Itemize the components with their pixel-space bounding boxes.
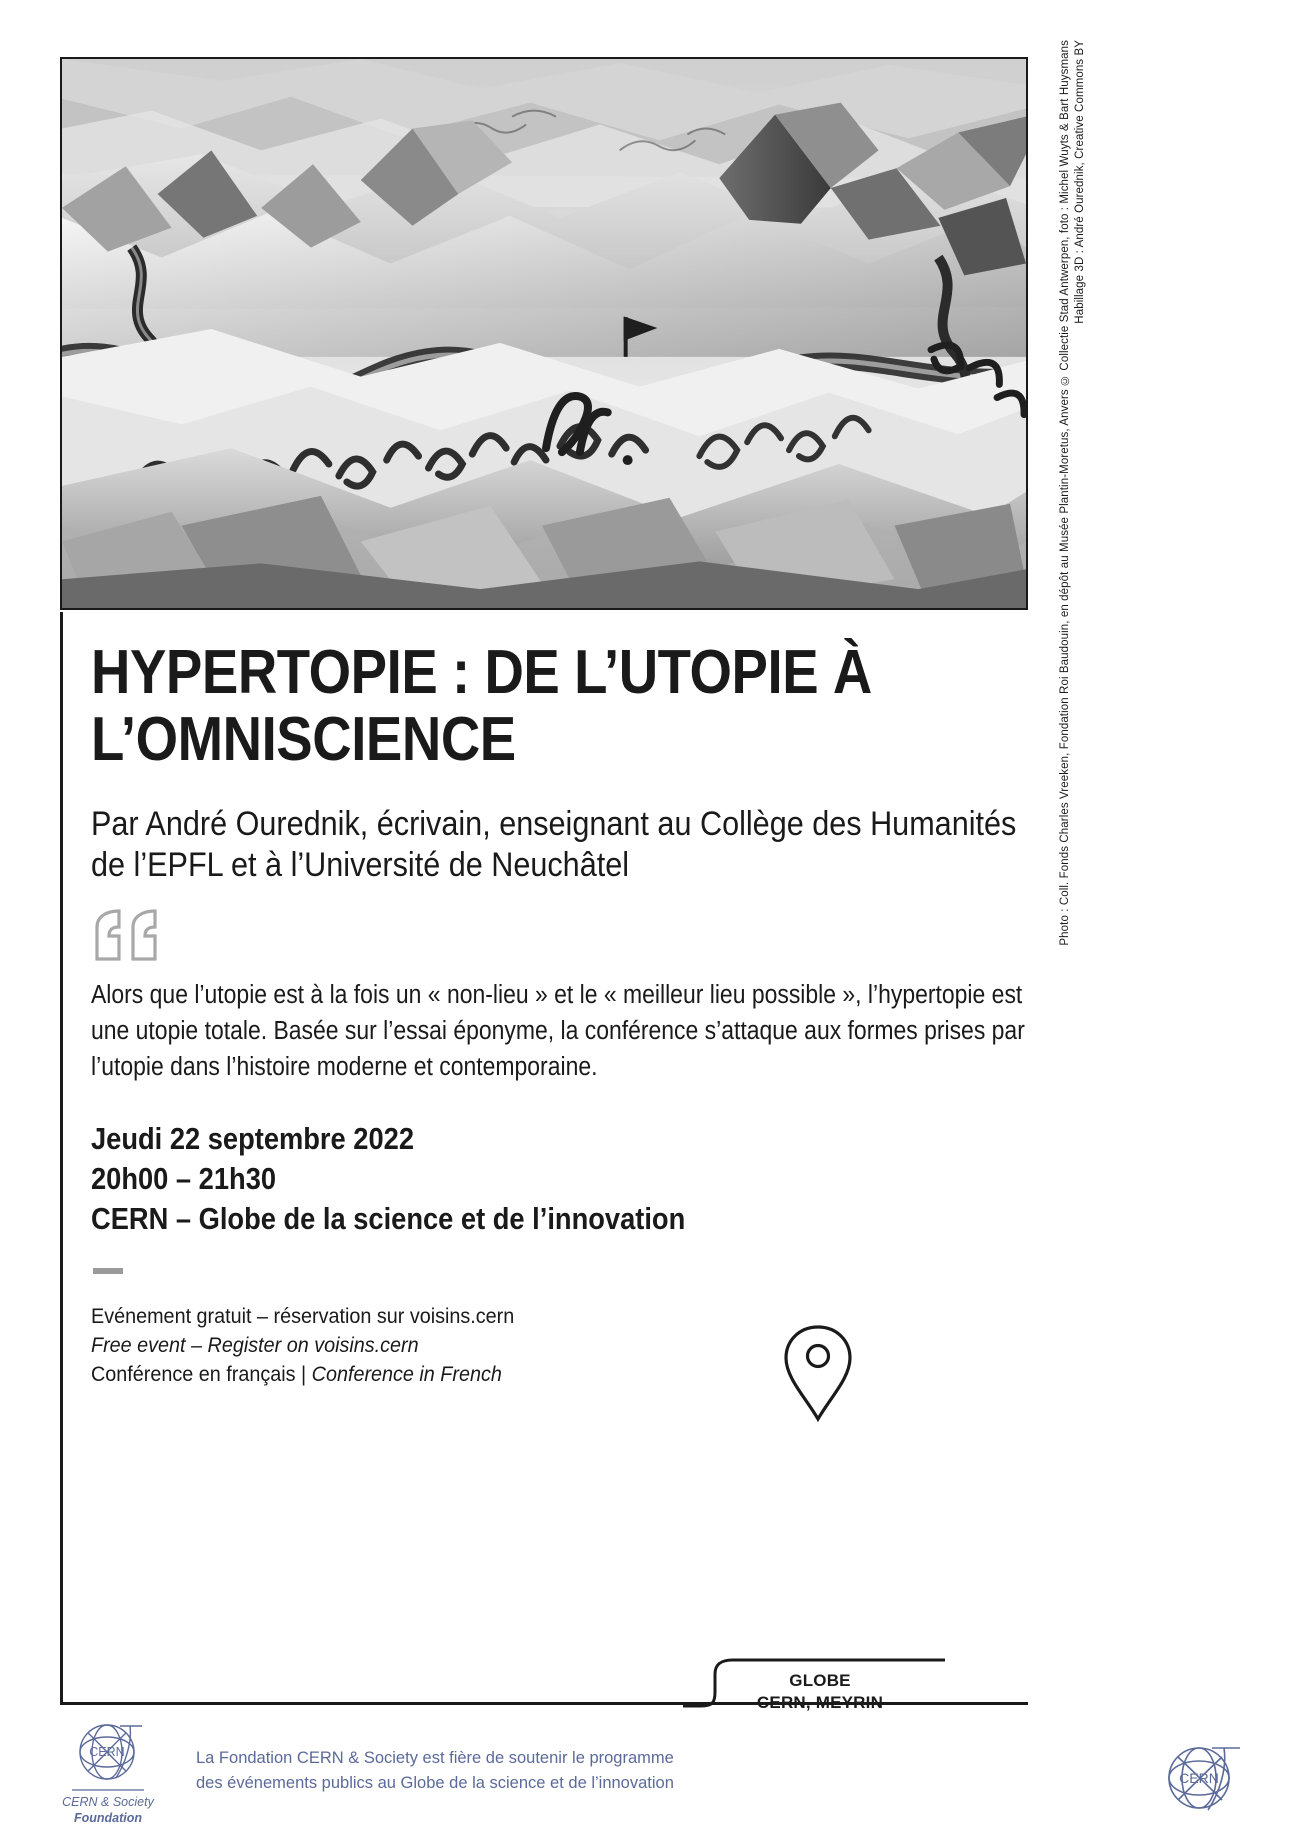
pin-label bbox=[700, 1670, 940, 1714]
foundation-logo-wordmark: CERN bbox=[89, 1745, 125, 1759]
map-pin-icon bbox=[782, 1324, 854, 1422]
info-line-language bbox=[91, 1360, 1029, 1389]
event-time: 20h00 – 21h30 bbox=[91, 1161, 277, 1197]
registration-info bbox=[91, 1302, 1029, 1388]
event-details bbox=[91, 1119, 1024, 1238]
content-column bbox=[60, 612, 1028, 1705]
speaker-subtitle: Par André Ourednik, écrivain, enseignant au Collège des Humanités de l’EPFL et à l’Université de Neuchâtel bbox=[91, 804, 1017, 885]
photo-credit-line-2: Habillage 3D : André Ourednik, Creative Commons BY bbox=[1074, 40, 1086, 324]
pin-label-name: GLOBE bbox=[789, 1671, 851, 1690]
section-divider bbox=[93, 1268, 123, 1274]
terrain-map-illustration bbox=[62, 59, 1026, 608]
foundation-name-line-1: CERN & Society bbox=[62, 1795, 154, 1809]
cern-logo-icon bbox=[1150, 1734, 1250, 1830]
support-line-2: des événements publics au Globe de la science et de l’innovation bbox=[196, 1773, 674, 1792]
support-line-1: La Fondation CERN & Society est fière de soutenir le programme bbox=[196, 1749, 674, 1767]
photo-credit bbox=[1058, 40, 1098, 946]
info-language-fr: Conférence en français bbox=[91, 1361, 296, 1386]
abstract-text: Alors que l’utopie est à la fois un « non-lieu » et le « meilleur lieu possible », l’hypertopie est une utopie totale. Basée sur l’essai éponyme, la conférence s’attaque aux formes prises par l’utopie dans l’histoire moderne et contemporaine. bbox=[91, 980, 1025, 1082]
info-line-free-fr: Evénement gratuit – réservation sur voisins.cern bbox=[91, 1304, 515, 1329]
foundation-name-line-2: Foundation bbox=[73, 1811, 143, 1825]
cern-logo-wordmark: CERN bbox=[1179, 1770, 1219, 1786]
footer bbox=[0, 1712, 1294, 1831]
info-language-separator: | bbox=[295, 1361, 312, 1386]
info-line-free-en: Free event – Register on voisins.cern bbox=[91, 1333, 419, 1358]
event-venue: CERN – Globe de la science et de l’innovation bbox=[91, 1200, 686, 1236]
open-quote-icon bbox=[93, 909, 163, 961]
hero-image bbox=[60, 57, 1028, 610]
photo-credit-line-1: Photo : Coll. Fonds Charles Vreeken, Fondation Roi Baudouin, en dépôt au Musée Plantin-Moretus, Anvers © Collectie Stad Antwerpen, foto : Michel Wuyts & Bart Huysmans bbox=[1059, 40, 1071, 946]
foundation-support-text bbox=[196, 1746, 796, 1796]
event-date: Jeudi 22 septembre 2022 bbox=[91, 1121, 415, 1157]
pin-label-place: CERN, MEYRIN bbox=[756, 1692, 884, 1712]
cern-society-foundation-logo-icon bbox=[58, 1720, 163, 1830]
page-title: HYPERTOPIE : DE L’UTOPIE À L’OMNISCIENCE bbox=[91, 638, 872, 774]
info-language-en: Conference in French bbox=[311, 1361, 502, 1386]
